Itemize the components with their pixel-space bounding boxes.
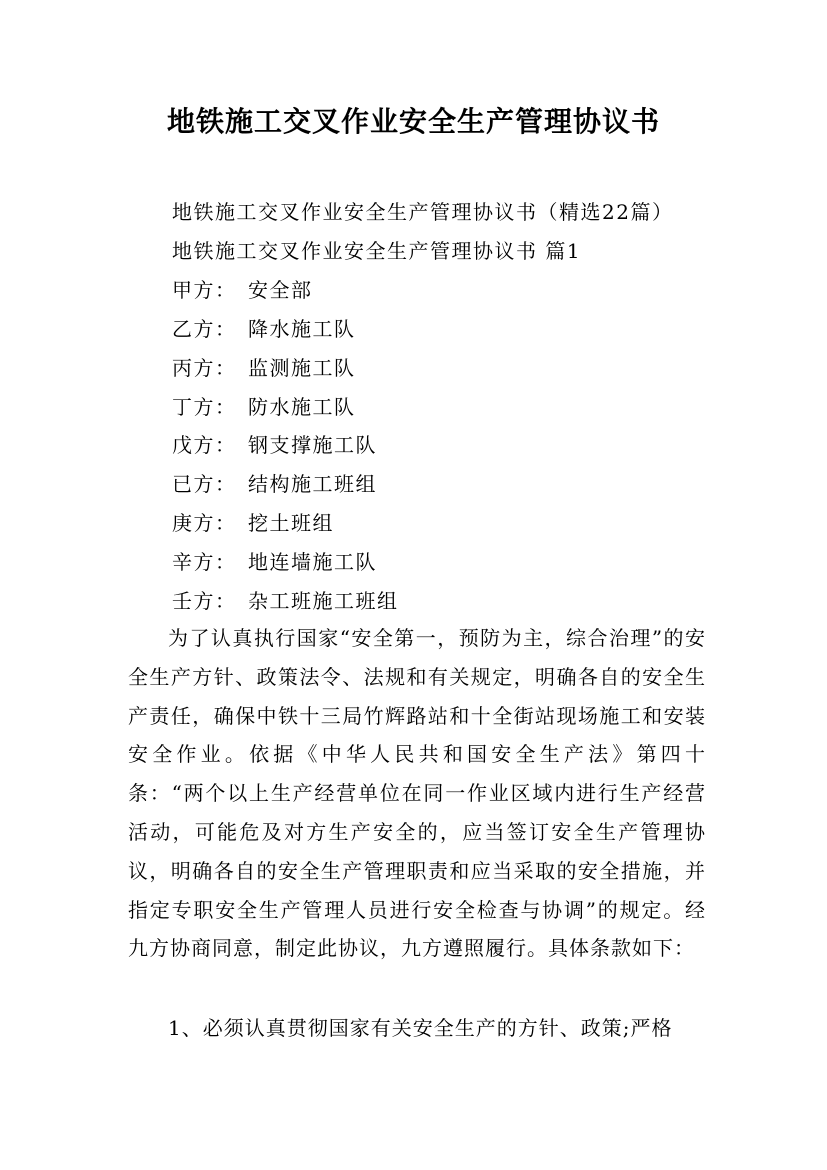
party-name: 挖土班组: [248, 511, 334, 535]
party-role: 甲方：: [172, 278, 237, 302]
party-line: [172, 509, 334, 537]
party-line: [172, 354, 356, 382]
party-name: 监测施工队: [248, 356, 356, 380]
party-line: [172, 393, 356, 421]
party-role: 乙方：: [172, 317, 237, 341]
party-name: 地连墙施工队: [248, 550, 377, 574]
party-role: 辛方：: [172, 550, 237, 574]
party-line: [172, 470, 377, 498]
party-name: 安全部: [248, 278, 313, 302]
party-role: 戊方：: [172, 433, 237, 457]
clause-paragraph: 1、必须认真贯彻国家有关安全生产的方针、政策;严格: [168, 1016, 673, 1040]
party-name: 结构施工班组: [248, 472, 377, 496]
party-name: 杂工班施工班组: [248, 589, 399, 613]
document-title: 地铁施工交叉作业安全生产管理协议书: [166, 105, 660, 138]
party-role: 庚方：: [172, 511, 237, 535]
party-name: 防水施工队: [248, 395, 356, 419]
party-name: 钢支撑施工队: [248, 433, 377, 457]
party-role: 壬方：: [172, 589, 237, 613]
document-subtitle: 地铁施工交叉作业安全生产管理协议书（精选22篇）: [172, 200, 674, 224]
party-role: 丙方：: [172, 356, 237, 380]
party-line: [172, 276, 313, 304]
party-line: [172, 315, 356, 343]
party-line: [172, 548, 377, 576]
intro-paragraph: 为了认真执行国家“安全第一，预防为主，综合治理”的安全生产方针、政策法令、法规和有关规定，明确各自的安全生产责任，确保中铁十三局竹辉路站和十全街站现场施工和安装安全作业。依据《中华人民共和国安全生产法》第四十条：“两个以上生产经营单位在同一作业区域内进行生产经营活动，可能危及对方生产安全的，应当签订安全生产管理协议，明确各自的安全生产管理职责和应当采取的安全措施，并指定专职安全生产管理人员进行安全检查与协调”的规定。经九方协商同意，制定此协议，九方遵照履行。具体条款如下：: [128, 626, 706, 961]
party-name: 降水施工队: [248, 317, 356, 341]
section-heading: 地铁施工交叉作业安全生产管理协议书 篇1: [172, 239, 582, 263]
party-role: 已方：: [172, 472, 237, 496]
party-line: [172, 431, 377, 459]
party-role: 丁方：: [172, 395, 237, 419]
party-line: [172, 587, 399, 615]
